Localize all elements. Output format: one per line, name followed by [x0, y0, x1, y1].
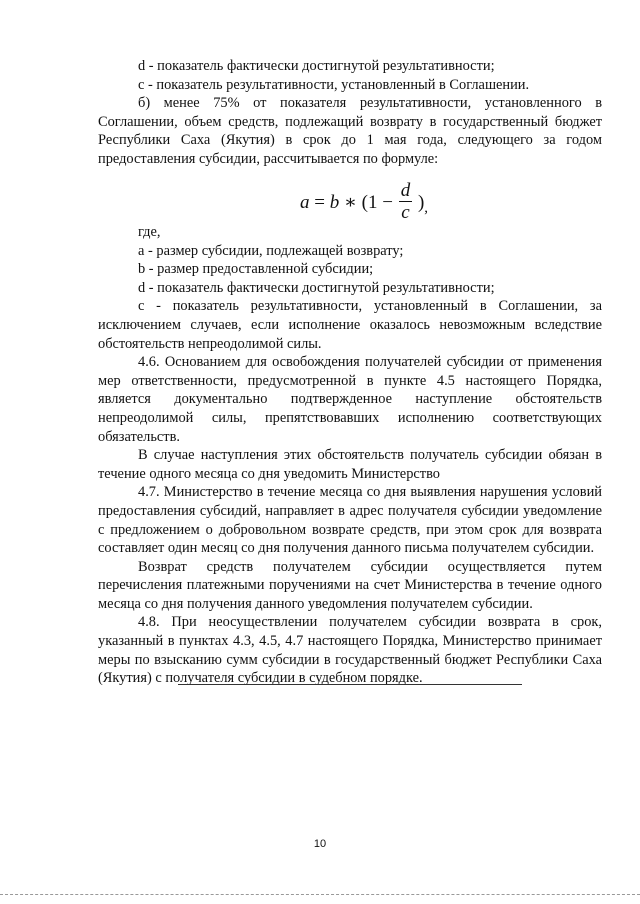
formula-comma: ,: [424, 199, 429, 216]
formula-equals: =: [314, 191, 325, 213]
paragraph-where: где,: [138, 224, 161, 240]
formula-open: (1 −: [361, 191, 393, 213]
paragraph-d-definition-2: d - показатель фактически достигнутой результативности;: [138, 279, 495, 296]
text-block-bottom: [98, 223, 602, 688]
paragraph-c-definition-2: c - показатель результативности, установленный в Соглашении, за исключением случаев, если исполнение оказалось невозможным вследствие обстоятельств непреодолимой силы.: [98, 298, 602, 352]
paragraph-b-definition: b - размер предоставленной субсидии;: [138, 261, 374, 278]
formula-fraction: [399, 180, 413, 223]
paragraph-d-definition: d - показатель фактически достигнутой результативности;: [138, 58, 495, 74]
formula-denominator: c: [401, 202, 410, 223]
paragraph-force-majeure: В случае наступления этих обстоятельств получатель субсидии обязан в течение одного месяца со дня уведомить Министерство: [98, 447, 602, 482]
formula-expression: [300, 182, 428, 225]
formula-b: b: [329, 191, 340, 213]
paragraph-b-less-75: б) менее 75% от показателя результативности, установленного в Соглашении, объем средств, подлежащий возврату в государственный бюджет Республики Саха (Якутия) в срок до 1 мая года, следующего за годом предоставления субсидии, рассчитывается по формуле:: [98, 95, 602, 167]
paragraph-refund: Возврат средств получателем субсидии осуществляется путем перечисления платежными поручениями на счет Министерства в течение одного месяца со дня получения данного уведомления получателем субсидии.: [98, 558, 602, 612]
paragraph-4-7: 4.7. Министерство в течение месяца со дня выявления нарушения условий предоставления субсидий, направляет в адрес получателя субсидии уведомление с предложением о добровольном возврате средств, при этом срок для возврата составляет один месяц со дня получения данного письма получателем субсидии.: [98, 484, 602, 557]
paragraph-c-definition: c - показатель результативности, установленный в Соглашении.: [138, 76, 530, 93]
page-number: 10: [313, 838, 327, 850]
paragraph-4-6: 4.6. Основанием для освобождения получателей субсидии от применения мер ответственности, предусмотренной в пункте 4.5 настоящего Порядка, является документально подтвержденное наступление обстоятельств непреодолимой силы, препятствовавших исполнению соответствующих обязательств.: [98, 354, 602, 445]
formula-multiply: ∗: [343, 191, 357, 213]
text-block-top: [98, 57, 602, 169]
formula: [0, 166, 640, 224]
end-divider: [178, 684, 522, 685]
paragraph-4-8: 4.8. При неосуществлении получателем субсидии возврата в срок, указанный в пунктах 4.3, 4.5, 4.7 настоящего Порядка, Министерство принимает меры по взысканию сумм субсидии в государственный бюджет Республики Саха (Якутия) с получателя субсидии в судебном порядке.: [98, 614, 602, 687]
scan-bottom-edge: [0, 894, 640, 895]
paragraph-a-definition: a - размер субсидии, подлежащей возврату;: [138, 242, 404, 259]
formula-lhs: a: [300, 191, 310, 213]
formula-numerator: d: [400, 180, 411, 201]
formula-close: ): [417, 191, 425, 213]
